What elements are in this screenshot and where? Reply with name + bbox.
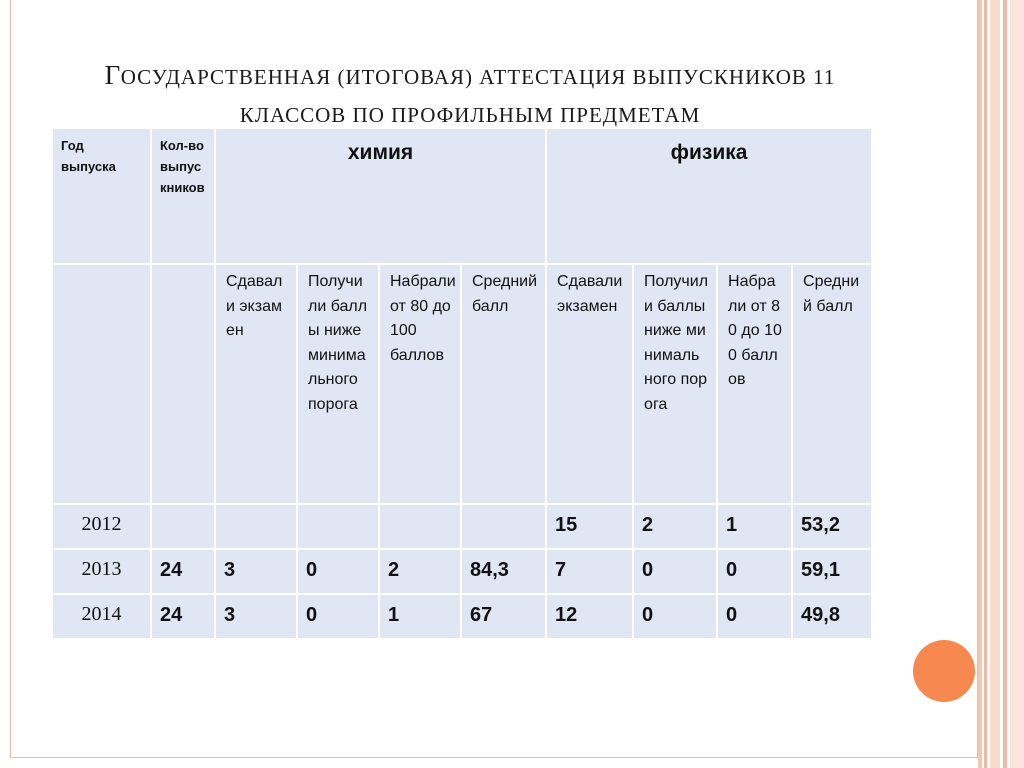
row-count: 24 — [151, 594, 215, 639]
row-cell: 7 — [546, 549, 633, 594]
row-cell — [215, 504, 297, 549]
row-cell: 2 — [379, 549, 461, 594]
row-cell: 59,1 — [792, 549, 872, 594]
row-cell — [461, 504, 546, 549]
row-cell: 67 — [461, 594, 546, 639]
subheader-empty — [52, 264, 151, 504]
row-count — [151, 504, 215, 549]
row-cell — [379, 504, 461, 549]
row-year: 2013 — [52, 549, 151, 594]
row-cell: 0 — [633, 549, 717, 594]
row-cell: 3 — [215, 549, 297, 594]
header-chemistry: химия — [215, 128, 546, 264]
table-row — [52, 504, 872, 549]
table-row — [52, 594, 872, 639]
subheader-chem-below-min: Получили баллы ниже минимального порога — [297, 264, 379, 504]
title-initial: Г — [104, 60, 121, 90]
slide-title — [40, 56, 900, 134]
row-year: 2014 — [52, 594, 151, 639]
subheader-chem-took: Сдавали экзамен — [215, 264, 297, 504]
subheader-phys-80-100: Набрали от 80 до 100 баллов — [717, 264, 792, 504]
header-physics: физика — [546, 128, 872, 264]
row-cell: 3 — [215, 594, 297, 639]
row-cell: 0 — [717, 549, 792, 594]
row-year: 2012 — [52, 504, 151, 549]
row-cell: 84,3 — [461, 549, 546, 594]
row-cell — [297, 504, 379, 549]
subheader-chem-average: Средний балл — [461, 264, 546, 504]
row-cell: 53,2 — [792, 504, 872, 549]
subheader-row — [52, 264, 872, 504]
row-cell: 0 — [297, 549, 379, 594]
row-count: 24 — [151, 549, 215, 594]
row-cell: 0 — [297, 594, 379, 639]
subheader-empty — [151, 264, 215, 504]
subheader-phys-took: Сдавали экзамен — [546, 264, 633, 504]
row-cell: 12 — [546, 594, 633, 639]
subheader-phys-average: Средний балл — [792, 264, 872, 504]
row-cell: 0 — [717, 594, 792, 639]
decorative-circle — [913, 640, 975, 702]
header-count: Кол-во выпускников — [151, 128, 215, 264]
subheader-phys-below-min: Получили баллы ниже минимального порога — [633, 264, 717, 504]
row-cell: 49,8 — [792, 594, 872, 639]
row-cell: 15 — [546, 504, 633, 549]
row-cell: 1 — [717, 504, 792, 549]
header-year: Год выпуска — [52, 128, 151, 264]
subheader-chem-80-100: Набрали от 80 до 100 баллов — [379, 264, 461, 504]
row-cell: 2 — [633, 504, 717, 549]
row-cell: 0 — [633, 594, 717, 639]
title-line-1: ОСУДАРСТВЕННАЯ (ИТОГОВАЯ) АТТЕСТАЦИЯ ВЫПУСКНИКОВ 11 — [120, 65, 836, 89]
title-line-2: КЛАССОВ ПО ПРОФИЛЬНЫМ ПРЕДМЕТАМ — [239, 103, 701, 127]
header-row — [52, 128, 872, 264]
row-cell: 1 — [379, 594, 461, 639]
decorative-stripes — [978, 0, 1024, 768]
table-row — [52, 549, 872, 594]
results-table — [51, 127, 873, 640]
